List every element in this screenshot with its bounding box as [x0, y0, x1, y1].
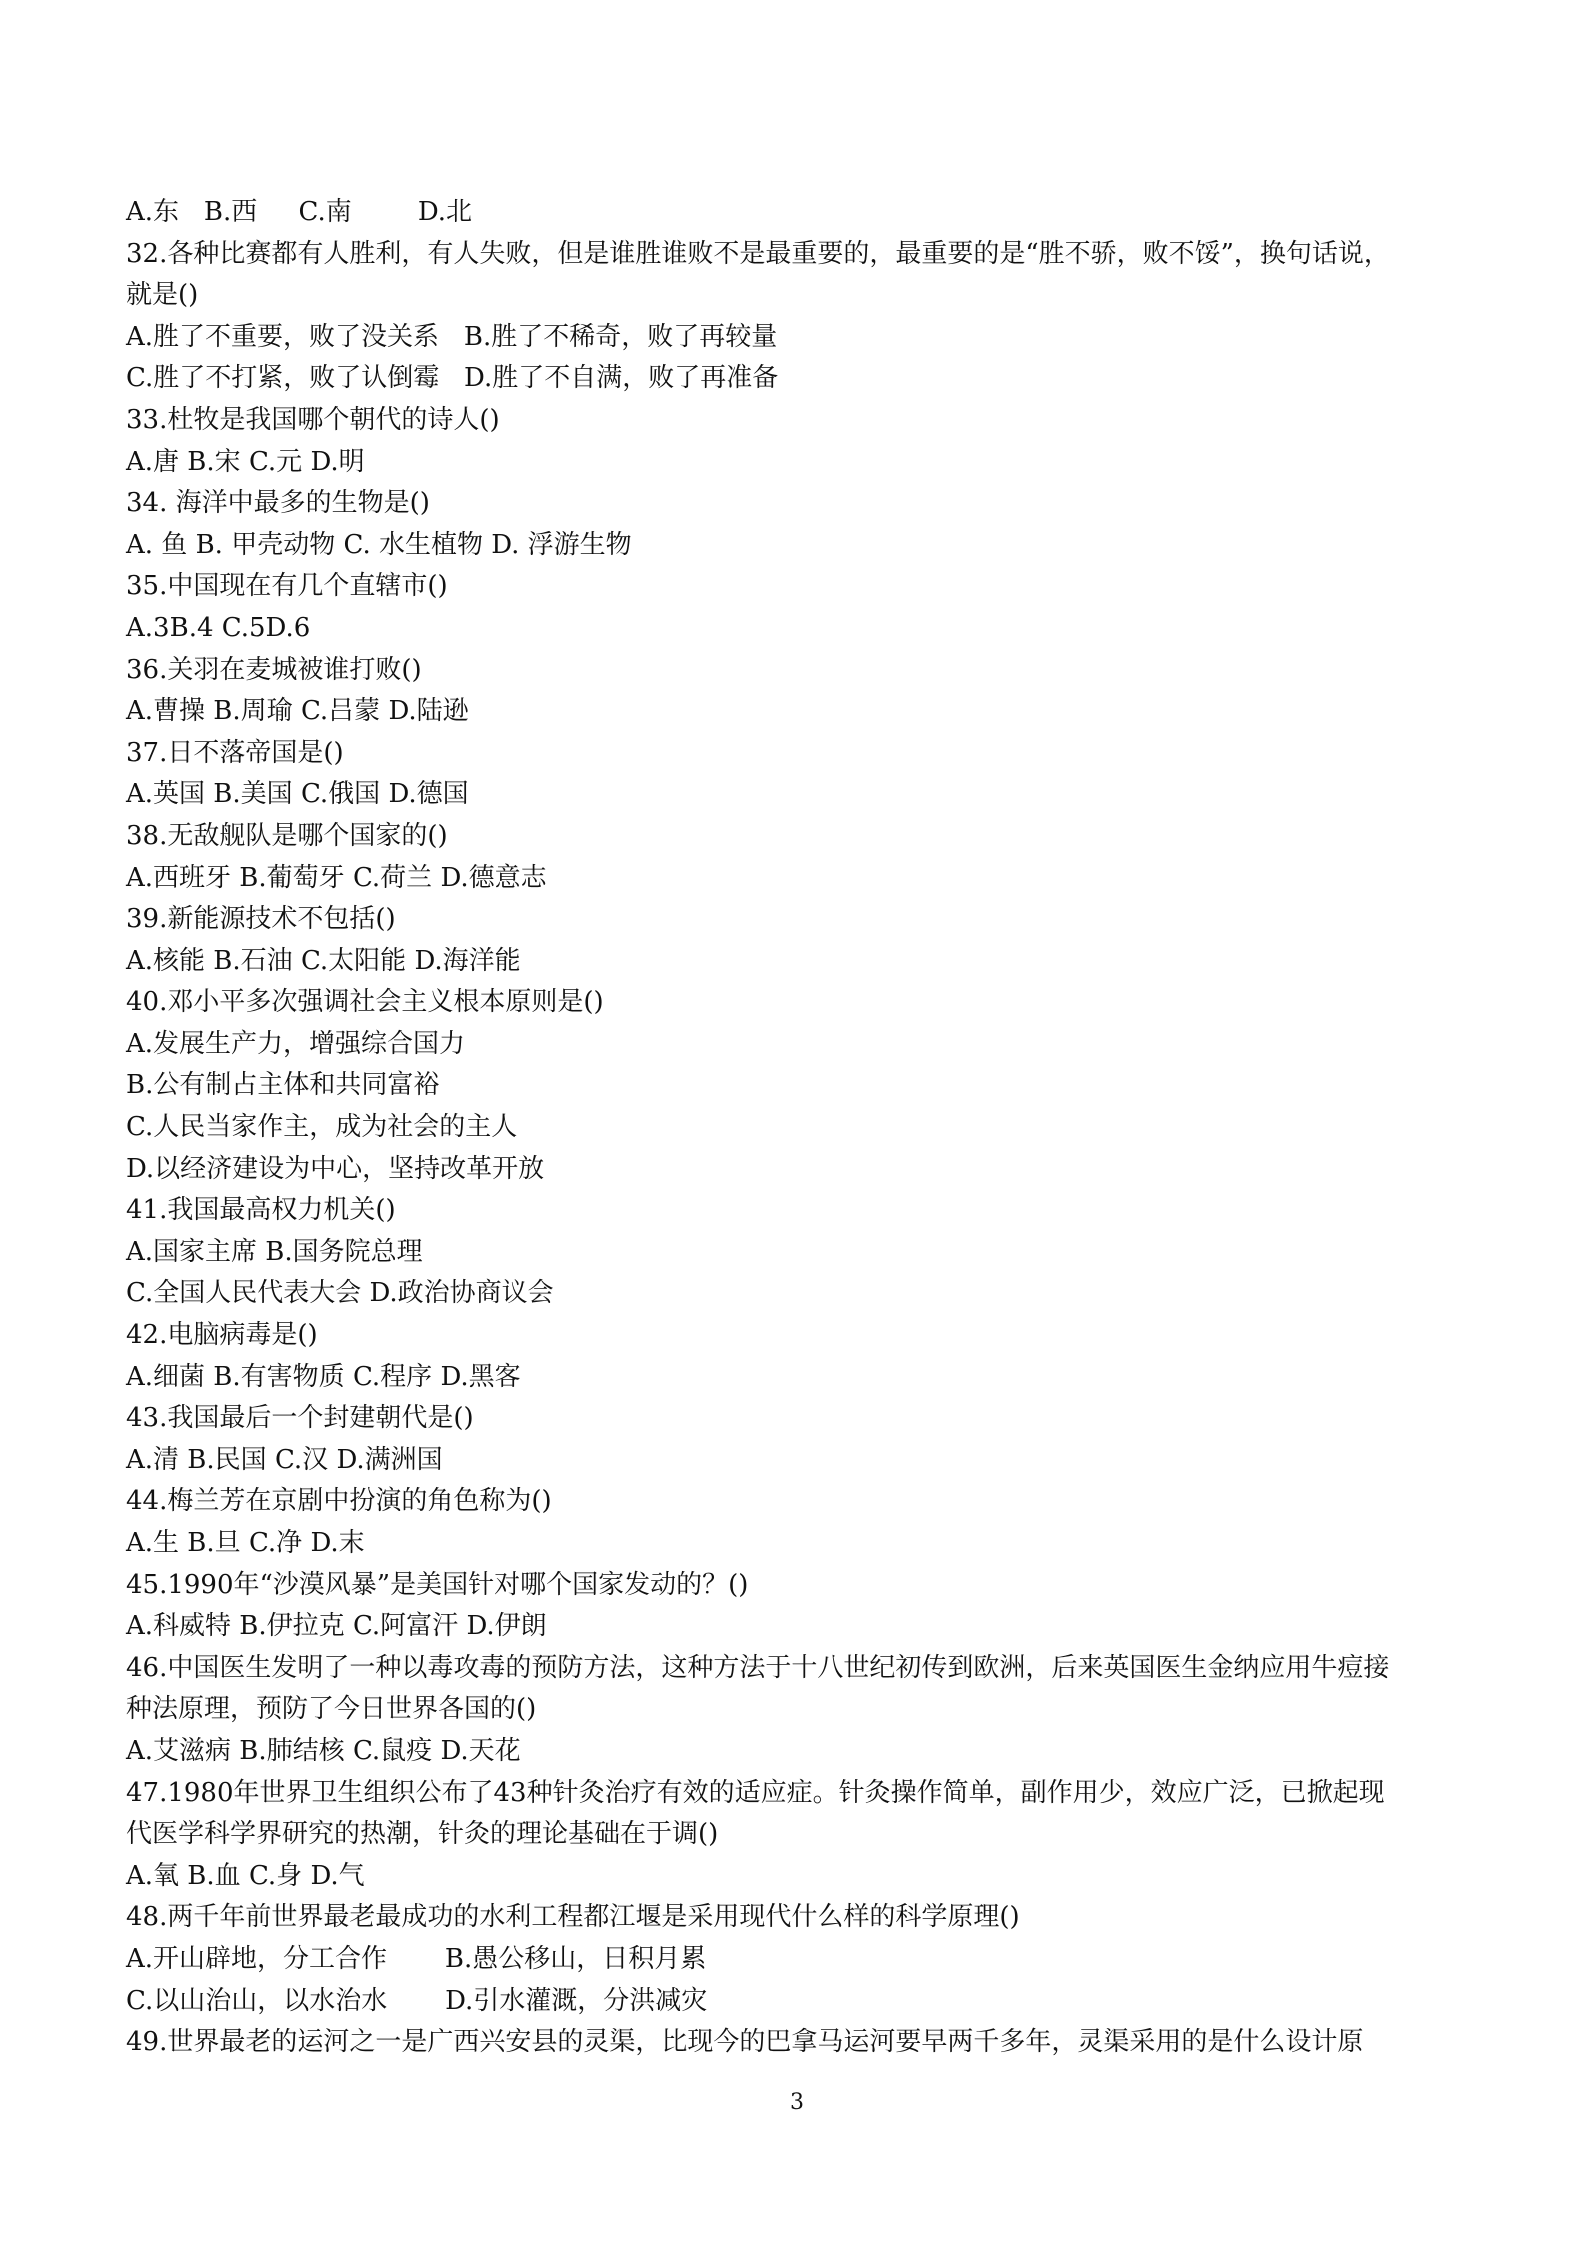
- text-line: A.细菌 B.有害物质 C.程序 D.黑客: [126, 1361, 521, 1392]
- text-line: A.生 B.旦 C.净 D.末: [126, 1528, 365, 1558]
- text-line: A.胜了不重要，败了没关系 B.胜了不稀奇，败了再较量: [126, 321, 778, 352]
- text-line: 种法原理，预防了今日世界各国的(): [126, 1694, 537, 1725]
- text-line: B.公有制占主体和共同富裕: [126, 1070, 440, 1101]
- text-line: 33.杜牧是我国哪个朝代的诗人(): [126, 404, 500, 435]
- text-line: C.全国人民代表大会 D.政治协商议会: [126, 1278, 554, 1309]
- text-line: A.3B.4 C.5D.6: [126, 612, 311, 643]
- text-line: 38.无敌舰队是哪个国家的(): [126, 820, 448, 851]
- text-line: A.氧 B.血 C.身 D.气: [126, 1860, 365, 1891]
- text-line: 44.梅兰芳在京剧中扮演的角色称为(): [126, 1486, 552, 1517]
- text-line: A.发展生产力，增强综合国力: [126, 1028, 466, 1059]
- text-line: C.以山治山，以水治水 D.引水灌溉，分洪减灾: [126, 1985, 708, 2016]
- text-line: A.英国 B.美国 C.俄国 D.德国: [126, 779, 469, 810]
- text-line: D.以经济建设为中心，坚持改革开放: [126, 1153, 545, 1184]
- text-line: A.清 B.民国 C.汉 D.满洲国: [126, 1444, 443, 1475]
- text-line: 36.关羽在麦城被谁打败(): [126, 654, 422, 685]
- text-line: A.核能 B.石油 C.太阳能 D.海洋能: [126, 945, 521, 976]
- text-line: A.东 B.西 C.南 D.北: [126, 197, 473, 227]
- text-line: 就是(): [126, 280, 199, 311]
- text-line: 46.中国医生发明了一种以毒攻毒的预防方法，这种方法于十八世纪初传到欧洲，后来英国医生金纳应用牛痘接: [126, 1652, 1390, 1683]
- document-body: [126, 192, 1476, 2064]
- text-line: 34. 海洋中最多的生物是(): [126, 488, 430, 519]
- text-line: 43.我国最后一个封建朝代是(): [126, 1403, 474, 1434]
- text-line: 40.邓小平多次强调社会主义根本原则是(): [126, 987, 604, 1018]
- text-line: 35.中国现在有几个直辖市(): [126, 571, 448, 602]
- text-line: 45.1990年“沙漠风暴”是美国针对哪个国家发动的？(): [126, 1569, 749, 1600]
- page-number: 3: [790, 2090, 804, 2115]
- text-line: 42.电脑病毒是(): [126, 1320, 318, 1351]
- text-line: 41.我国最高权力机关(): [126, 1195, 396, 1226]
- text-line: 48.两千年前世界最老最成功的水利工程都江堰是采用现代什么样的科学原理(): [126, 1902, 1020, 1933]
- text-line: 49.世界最老的运河之一是广西兴安县的灵渠，比现今的巴拿马运河要早两千多年，灵渠采用的是什么设计原: [126, 2027, 1364, 2058]
- text-line: A.科威特 B.伊拉克 C.阿富汗 D.伊朗: [126, 1611, 547, 1642]
- text-line: C.人民当家作主，成为社会的主人: [126, 1112, 518, 1143]
- text-line: 32.各种比赛都有人胜利，有人失败，但是谁胜谁败不是最重要的，最重要的是“胜不骄，败不馁”，换句话说，: [126, 238, 1390, 269]
- text-line: A.西班牙 B.葡萄牙 C.荷兰 D.德意志: [126, 862, 547, 893]
- text-line: A.艾滋病 B.肺结核 C.鼠疫 D.天花: [126, 1735, 521, 1766]
- text-line: A.曹操 B.周瑜 C.吕蒙 D.陆逊: [126, 696, 469, 727]
- text-line: A.国家主席 B.国务院总理: [126, 1236, 423, 1267]
- text-line: A. 鱼 B. 甲壳动物 C. 水生植物 D. 浮游生物: [126, 529, 632, 560]
- text-line: A.唐 B.宋 C.元 D.明: [126, 446, 365, 477]
- text-line: 47.1980年世界卫生组织公布了43种针灸治疗有效的适应症。针灸操作简单，副作用少，效应广泛，已掀起现: [126, 1777, 1385, 1808]
- text-line: 代医学科学界研究的热潮，针灸的理论基础在于调(): [126, 1819, 719, 1850]
- text-line: A.开山辟地，分工合作 B.愚公移山，日积月累: [126, 1943, 707, 1974]
- text-line: C.胜了不打紧，败了认倒霉 D.胜了不自满，败了再准备: [126, 363, 779, 394]
- text-line: 37.日不落帝国是(): [126, 737, 344, 768]
- text-line: 39.新能源技术不包括(): [126, 904, 396, 935]
